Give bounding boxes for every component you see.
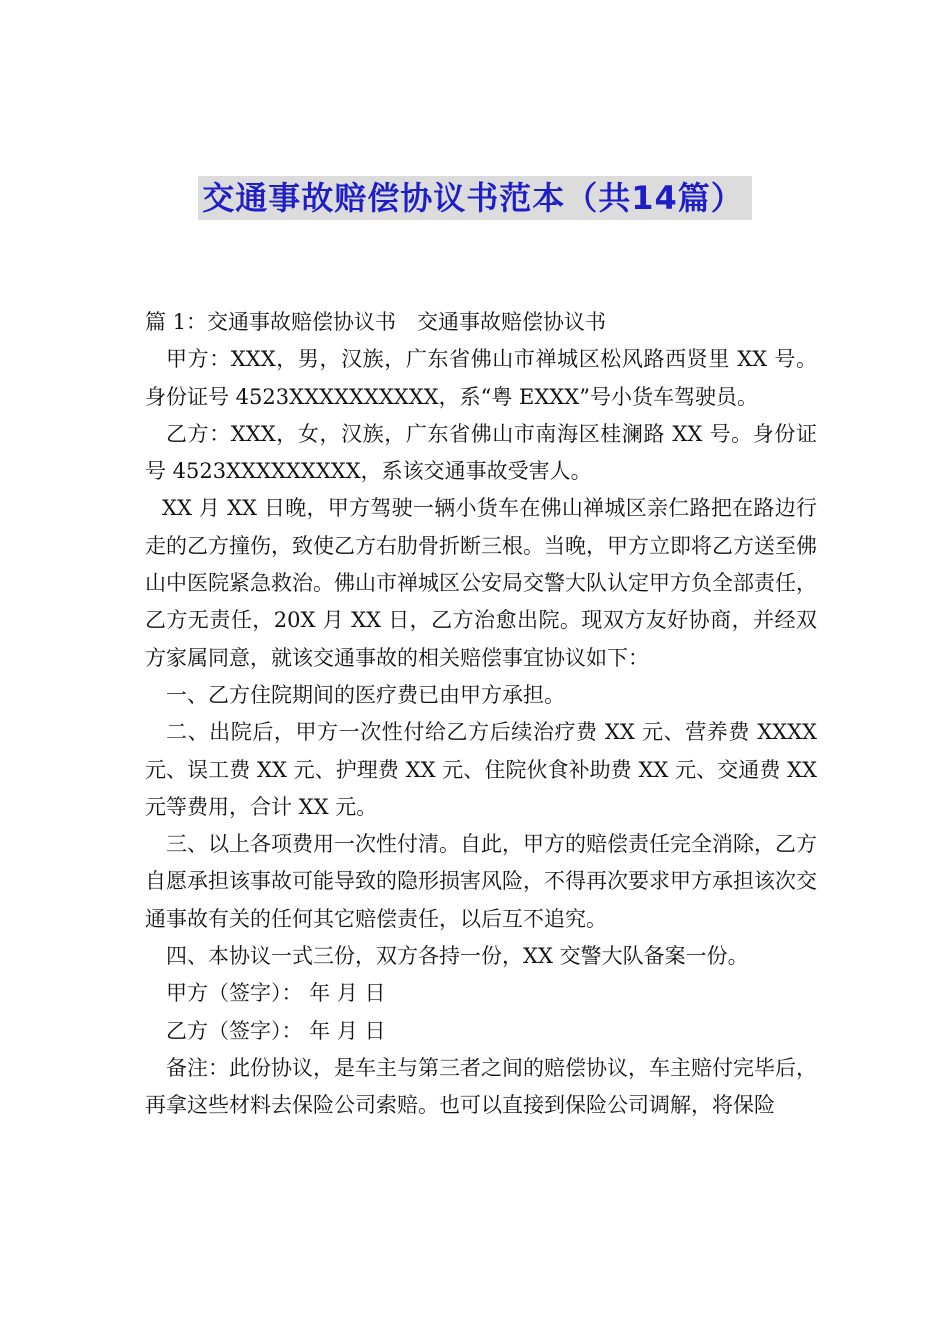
party-b-paragraph: 乙方：XXX，女，汉族，广东省佛山市南海区桂澜路 XX 号。身份证号 4523XXXXXXXXX，系该交通事故受害人。 bbox=[145, 421, 817, 484]
party-a-paragraph: 甲方：XXX，男，汉族，广东省佛山市禅城区松风路西贤里 XX 号。身份证号 4523XXXXXXXXXX，系“粤 EXXX”号小货车驾驶员。 bbox=[145, 347, 817, 409]
remarks-paragraph: 备注：此份协议，是车主与第三者之间的赔偿协议，车主赔付完毕后，再拿这些材料去保险公司索赔。也可以直接到保险公司调解，将保险 bbox=[145, 1055, 817, 1118]
document-title: 交通事故赔偿协议书范本（共14篇） bbox=[198, 176, 752, 220]
clause-2: 二、出院后，甲方一次性付给乙方后续治疗费 XX 元、营养费 XXXX 元、误工费 XX 元、护理费 XX 元、住院伙食补助费 XX 元、交通费 XX 元等费用，合计 XX 元。 bbox=[145, 720, 817, 819]
title-container bbox=[0, 176, 950, 220]
clause-4: 四、本协议一式三份，双方各持一份，XX 交警大队备案一份。 bbox=[166, 944, 749, 969]
clause-1: 一、乙方住院期间的医疗费已由甲方承担。 bbox=[166, 682, 565, 707]
section-heading: 篇 1：交通事故赔偿协议书 交通事故赔偿协议书 bbox=[145, 310, 607, 334]
party-a-signature-line: 甲方（签字）： 年 月 日 bbox=[166, 981, 386, 1006]
party-b-signature-line: 乙方（签字）： 年 月 日 bbox=[166, 1018, 386, 1043]
document-body bbox=[145, 304, 817, 1125]
incident-paragraph: XX 月 XX 日晚，甲方驾驶一辆小货车在佛山禅城区亲仁路把在路边行走的乙方撞伤，致使乙方右肋骨折断三根。当晚，甲方立即将乙方送至佛山中医院紧急救治。佛山市禅城区公安局交警大队认定甲方负全部责任，乙方无责任，20X 月 XX 日，乙方治愈出院。现双方友好协商，并经双方家属同意，就该交通事故的相关赔偿事宜协议如下： bbox=[145, 496, 817, 670]
clause-3: 三、以上各项费用一次性付清。自此，甲方的赔偿责任完全消除，乙方自愿承担该事故可能导致的隐形损害风险，不得再次要求甲方承担该次交通事故有关的任何其它赔偿责任，以后互不追究。 bbox=[145, 832, 817, 931]
